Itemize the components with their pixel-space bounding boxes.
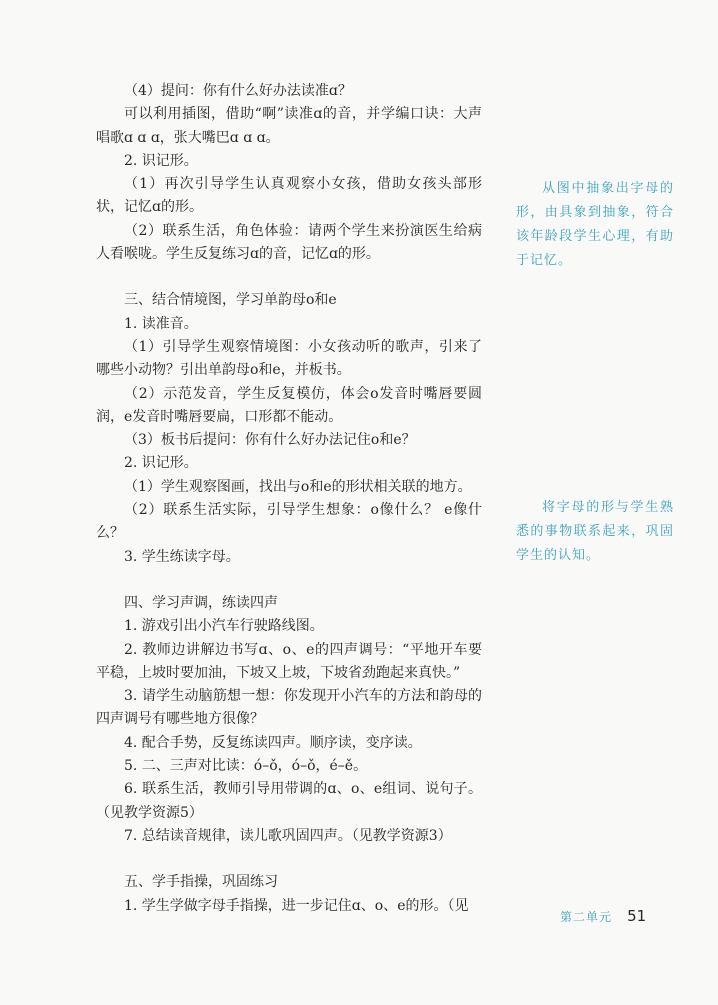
paragraph-p3: 2. 识记形。 [124, 152, 198, 169]
side-note-1: 从图中抽象出字母的形，由具象到抽象，符合该年龄段学生心理，有助于记忆。 [516, 181, 674, 268]
paragraph-p20: 5. 二、三声对比读：ó–ǒ，ó–ǒ，é–ě。 [124, 758, 368, 775]
paragraph-p15: 四、学习声调，练读四声 [124, 594, 278, 611]
main-text-column [96, 80, 482, 918]
paragraph-p12: （1）学生观察图画，找出与o和e的形状相关联的地方。 [124, 478, 472, 495]
paragraph-p2: 可以利用插图，借助“啊”读准ɑ的音，并学编口诀：大声唱歌ɑ ɑ ɑ，张大嘴巴ɑ ɑ ɑ。 [96, 106, 482, 146]
paragraph-p1: （4）提问：你有什么好办法读准ɑ？ [124, 83, 352, 99]
paragraph-gap [96, 569, 482, 592]
paragraph-p14: 3. 学生练读字母。 [124, 548, 240, 565]
paragraph-p21: 6. 联系生活，教师引导用带调的ɑ、o、e组词、说句子。（见教学资源5） [96, 781, 482, 821]
paragraph-p5: （2）联系生活，角色体验：请两个学生来扮演医生给病人看喉咙。学生反复练习ɑ的音，记忆ɑ的形。 [96, 222, 482, 263]
paragraph-p7: 1. 读准音。 [124, 315, 198, 332]
page-number: 51 [627, 907, 647, 925]
paragraph-gap [96, 266, 482, 289]
unit-label: 第二单元 [560, 910, 613, 924]
paragraph-p18: 3. 请学生动脑筋想一想：你发现开小汽车的方法和韵母的四声调号有哪些地方很像？ [96, 688, 482, 728]
paragraph-p10: （3）板书后提问：你有什么好办法记住o和e？ [124, 432, 416, 449]
paragraph-p9: （2）示范发音，学生反复模仿，体会o发音时嘴唇要圆润，e发音时嘴唇要扁，口形都不能动。 [96, 385, 482, 425]
paragraph-p22: 7. 总结读音规律，读儿歌巩固四声。（见教学资源3） [124, 827, 452, 844]
paragraph-p11: 2. 识记形。 [124, 455, 198, 472]
side-note-2: 将字母的形与学生熟悉的事物联系起来，巩固学生的认知。 [516, 500, 674, 563]
paragraph-p4: （1）再次引导学生认真观察小女孩，借助女孩头部形状，记忆ɑ的形。 [96, 176, 482, 216]
paragraph-p17: 2. 教师边讲解边书写ɑ、o、e的四声调号：“平地开车要平稳，上坡时要加油，下坡又上坡，下坡省劲跑起来真快。” [96, 641, 482, 681]
paragraph-p23: 五、学手指操，巩固练习 [124, 874, 278, 891]
paragraph-gap [96, 848, 482, 871]
paragraph-p16: 1. 游戏引出小汽车行驶路线图。 [124, 618, 324, 635]
paragraph-p8: （1）引导学生观察情境图：小女孩动听的歌声，引来了哪些小动物？引出单韵母o和e，并板书。 [96, 338, 482, 379]
paragraph-p19: 4. 配合手势，反复练读四声。顺序读，变序读。 [124, 734, 422, 751]
paragraph-p6: 三、结合情境图，学习单韵母o和e [124, 292, 337, 309]
page-footer [560, 906, 646, 925]
paragraph-p13: （2）联系生活实际，引导学生想象：o像什么？ e像什么？ [96, 502, 482, 542]
paragraph-p24: 1. 学生学做字母手指操，进一步记住ɑ、o、e的形。（见 [124, 897, 469, 914]
